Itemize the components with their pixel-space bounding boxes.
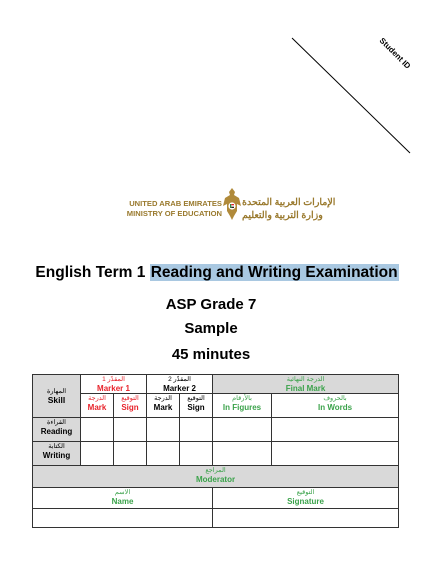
reading-marker1-mark-cell[interactable] bbox=[81, 418, 114, 442]
writing-words-cell[interactable] bbox=[272, 442, 399, 466]
reading-words-cell[interactable] bbox=[272, 418, 399, 442]
final-words-header: بالحروف In Words bbox=[272, 394, 399, 418]
moderator-name-cell[interactable] bbox=[33, 509, 213, 528]
moderator-signature-header: التوقيع Signature bbox=[213, 488, 399, 509]
moderator-header: المراجع Moderator bbox=[33, 466, 399, 488]
moderator-signature-cell[interactable] bbox=[213, 509, 399, 528]
writing-row bbox=[33, 442, 399, 466]
final-figures-header: بالأرقام In Figures bbox=[213, 394, 272, 418]
reading-row bbox=[33, 418, 399, 442]
reading-marker1-sign-cell[interactable] bbox=[114, 418, 147, 442]
writing-label: الكتابة Writing bbox=[33, 442, 81, 466]
writing-figures-cell[interactable] bbox=[213, 442, 272, 466]
writing-marker2-mark-cell[interactable] bbox=[147, 442, 180, 466]
marks-table bbox=[32, 374, 399, 528]
ministry-header bbox=[0, 186, 422, 236]
reading-marker2-sign-cell[interactable] bbox=[180, 418, 213, 442]
student-id-label: Student ID bbox=[377, 36, 413, 71]
reading-figures-cell[interactable] bbox=[213, 418, 272, 442]
writing-marker1-mark-cell[interactable] bbox=[81, 442, 114, 466]
uae-falcon-emblem-icon bbox=[222, 186, 242, 222]
marker1-sign-header: التوقيع Sign bbox=[114, 394, 147, 418]
writing-marker1-sign-cell[interactable] bbox=[114, 442, 147, 466]
ministry-name-english: UNITED ARAB EMIRATES MINISTRY OF EDUCATION bbox=[126, 199, 222, 218]
exam-title-highlight: Reading and Writing Examination bbox=[150, 264, 398, 281]
marker1-header: المقدّر 1 Marker 1 bbox=[81, 375, 147, 394]
marker2-header: المقدّر 2 Marker 2 bbox=[147, 375, 213, 394]
exam-title: English Term 1 Reading and Writing Examination bbox=[35, 264, 398, 281]
reading-label: القراءة Reading bbox=[33, 418, 81, 442]
marker2-sign-header: التوقيع Sign bbox=[180, 394, 213, 418]
writing-marker2-sign-cell[interactable] bbox=[180, 442, 213, 466]
final-mark-header: الدرجة النهائية Final Mark bbox=[213, 375, 399, 394]
skill-header: المهارة Skill bbox=[33, 375, 81, 418]
ministry-name-arabic: الإمارات العربية المتحدة وزارة التربية والتعليم bbox=[242, 197, 336, 221]
moderator-name-header: الاسم Name bbox=[33, 488, 213, 509]
marker1-mark-header: الدرجة Mark bbox=[81, 394, 114, 418]
exam-duration: 45 minutes bbox=[171, 346, 251, 363]
exam-grade: ASP Grade 7 bbox=[165, 296, 257, 313]
exam-type: Sample bbox=[184, 320, 238, 337]
reading-marker2-mark-cell[interactable] bbox=[147, 418, 180, 442]
marker2-mark-header: الدرجة Mark bbox=[147, 394, 180, 418]
